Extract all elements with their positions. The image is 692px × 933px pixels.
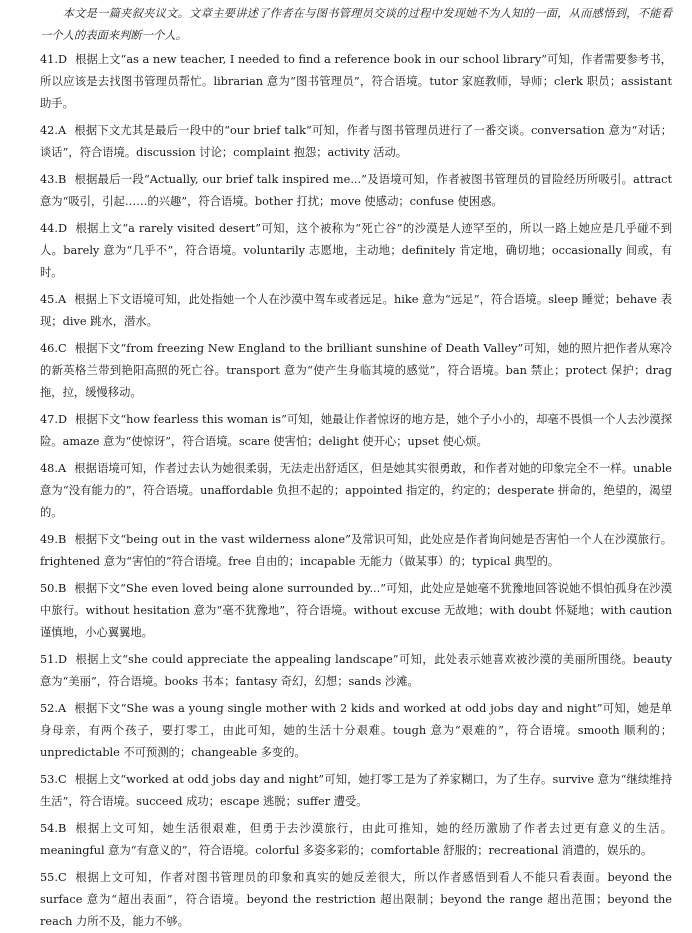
explanation-item (40, 818, 672, 862)
explanation-text: 根据上文“she could appreciate the appealing landscape”可知，此处表示她喜欢被沙漠的美丽所围绕。beauty 意为“美丽”，符合语境。books 书本；fantasy 奇幻，幻想；sands 沙滩。 (40, 653, 672, 688)
explanation-item (40, 769, 672, 813)
explanation-item (40, 578, 672, 644)
question-number: 48. (40, 462, 58, 475)
answer-letter: A (57, 293, 67, 306)
explanation-text: 根据语境可知，作者过去认为她很柔弱，无法走出舒适区，但是她其实很勇敢，和作者对她的印象完全不一样。unable 意为“没有能力的”，符合语境。unaffordable 负担不起的；appointed 指定的，约定的；desperate 拼命的，绝望的，渴望的。 (40, 462, 672, 519)
answer-letter: A (57, 124, 67, 137)
explanation-list (40, 49, 672, 933)
explanation-text: 根据下文“from freezing New England to the brilliant sunshine of Death Valley”可知，她的照片把作者从寒冷的新英格兰带到艳阳高照的死亡谷。transport 意为“使产生身临其境的感觉”，符合语境。ban 禁止；protect 保护；drag 拖，拉，缓慢移动。 (40, 342, 672, 399)
answer-letter: C (57, 342, 67, 355)
explanation-item (40, 289, 672, 333)
explanation-text: 根据上文“as a new teacher, I needed to find a reference book in our school library”可知，作者需要参考书，所以应该是去找图书管理员帮忙。librarian 意为“图书管理员”，符合语境。tutor 家庭教师，导师；clerk 职员；assistant 助手。 (40, 53, 672, 110)
explanation-text: 根据上文“worked at odd jobs day and night”可知，她打零工是为了养家糊口，为了生存。survive 意为“继续维持生活”，符合语境。succeed 成功；escape 逃脱；suffer 遭受。 (40, 773, 672, 808)
explanation-item (40, 649, 672, 693)
explanation-text: 根据下文“She was a young single mother with 2 kids and worked at odd jobs day and night”可知，她是单身母亲，有两个孩子，要打零工，由此可知，她的生活十分艰难。tough 意为“艰难的”，符合语境。smooth 顺利的；unpredictable 不可预测的；changeable 多变的。 (40, 702, 672, 759)
question-number: 49. (40, 533, 58, 546)
question-number: 53. (40, 773, 58, 786)
answer-letter: B (57, 582, 67, 595)
question-number: 46. (40, 342, 58, 355)
explanation-text: 根据上下文语境可知，此处指她一个人在沙漠中驾车或者远足。hike 意为“远足”，符合语境。sleep 睡觉；behave 表现；dive 跳水，潜水。 (40, 293, 672, 328)
explanation-text: 根据下文“being out in the vast wilderness alone”及常识可知，此处应是作者询问她是否害怕一个人在沙漠旅行。frightened 意为“害怕的”符合语境。free 自由的；incapable 无能力（做某事）的；typical 典型的。 (40, 533, 672, 568)
explanation-item (40, 169, 672, 213)
question-number: 55. (40, 871, 58, 884)
explanation-item (40, 120, 672, 164)
answer-letter: B (57, 173, 67, 186)
answer-letter: D (57, 222, 68, 235)
explanation-text: 根据下文“how fearless this woman is”可知，她最让作者惊讶的地方是，她个子小小的，却毫不畏惧一个人去沙漠探险。amaze 意为“使惊讶”，符合语境。scare 使害怕；delight 使开心；upset 使心烦。 (40, 413, 672, 448)
explanation-item (40, 529, 672, 573)
question-number: 51. (40, 653, 58, 666)
explanation-text: 根据上文可知，作者对图书管理员的印象和真实的她反差很大，所以作者感悟到看人不能只看表面。beyond the surface 意为“超出表面”，符合语境。beyond the restriction 超出限制；beyond the range 超出范围；beyond the reach 力所不及，能力不够。 (40, 871, 672, 928)
question-number: 54. (40, 822, 58, 835)
explanation-text: 根据最后一段“Actually, our brief talk inspired me...”及语境可知，作者被图书管理员的冒险经历所吸引。attract 意为“吸引，引起……的兴趣”，符合语境。bother 打扰；move 使感动；confuse 使困惑。 (40, 173, 672, 208)
answer-letter: A (57, 462, 67, 475)
explanation-item (40, 49, 672, 115)
answer-letter: D (57, 413, 68, 426)
answer-letter: D (57, 53, 68, 66)
answer-letter: C (57, 871, 67, 884)
question-number: 45. (40, 293, 58, 306)
question-number: 41. (40, 53, 58, 66)
explanation-item (40, 867, 672, 933)
question-number: 44. (40, 222, 58, 235)
answer-letter: A (57, 702, 67, 715)
explanation-text: 根据上文可知，她生活很艰难，但勇于去沙漠旅行，由此可推知，她的经历激励了作者去过更有意义的生活。meaningful 意为“有意义的”，符合语境。colorful 多姿多彩的；comfortable 舒服的；recreational 消遣的，娱乐的。 (40, 822, 672, 857)
answer-letter: B (57, 533, 67, 546)
answer-letter: B (57, 822, 67, 835)
explanation-item (40, 338, 672, 404)
explanation-text: 根据下文尤其是最后一段中的“our brief talk”可知，作者与图书管理员进行了一番交谈。conversation 意为“对话；谈话”，符合语境。discussion 讨论；complaint 抱怨；activity 活动。 (40, 124, 672, 159)
explanation-text: 根据上文“a rarely visited desert”可知，这个被称为“死亡谷”的沙漠是人迹罕至的，所以一路上她应是几乎碰不到人。barely 意为“几乎不”，符合语境。voluntarily 志愿地，主动地；definitely 肯定地，确切地；occasionally 间或，有时。 (40, 222, 672, 279)
question-number: 42. (40, 124, 58, 137)
passage-summary: 本文是一篇夹叙夹议文。文章主要讲述了作者在与图书管理员交谈的过程中发现她不为人知的一面，从而感悟到，不能看一个人的表面来判断一个人。 (40, 7, 672, 42)
explanation-item (40, 218, 672, 284)
answer-letter: D (57, 653, 68, 666)
answer-letter: C (57, 773, 67, 786)
explanation-item (40, 458, 672, 524)
explanation-item (40, 409, 672, 453)
question-number: 50. (40, 582, 58, 595)
explanation-text: 根据下文“She even loved being alone surrounded by...”可知，此处应是她毫不犹豫地回答说她不惧怕孤身在沙漠中旅行。without hesitation 意为“毫不犹豫地”，符合语境。without excuse 无故地；with doubt 怀疑地；with caution 谨慎地，小心翼翼地。 (40, 582, 672, 639)
explanation-item (40, 698, 672, 764)
question-number: 47. (40, 413, 58, 426)
question-number: 52. (40, 702, 58, 715)
question-number: 43. (40, 173, 58, 186)
